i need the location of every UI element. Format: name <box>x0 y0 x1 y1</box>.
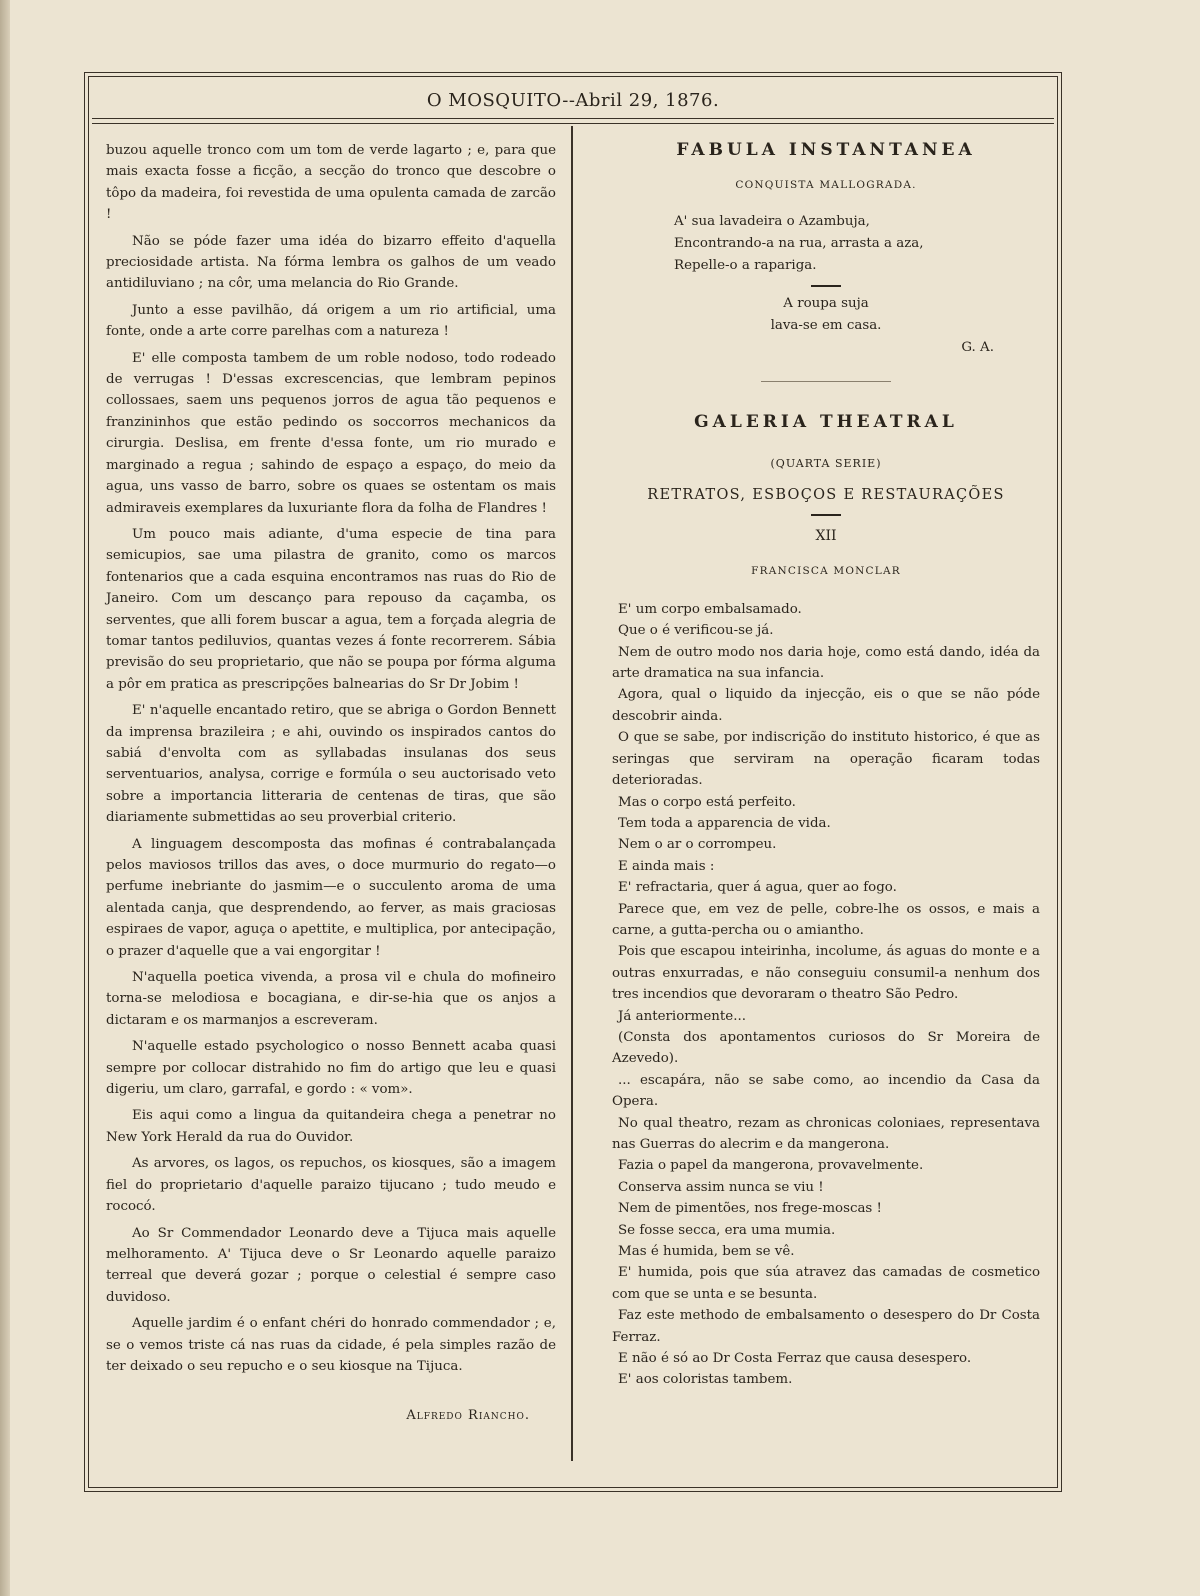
poem-line: Repelle-o a rapariga. <box>674 257 817 273</box>
paragraph: Um pouco mais adiante, d'uma especie de tina para semicupios, sae uma pilastra de granito, como os marcos fontenarios que a cada esquina encontramos nas ruas do Rio de Janeiro. Com um descanço para repouso da caçamba, os serventes, que alli forem buscar a agua, tem a forçada alegria de tomar tantos pediluvios, quantas vezes á fonte recorrerem. Sábia previsão do seu proprietario, que não se poupa por fórma alguma a pôr em pratica as prescripções balnearias do Sr Dr Jobim ! <box>106 526 556 692</box>
paragraph: (Consta dos apontamentos curiosos do Sr Moreira de Azevedo). <box>612 1029 1040 1067</box>
paragraph: As arvores, os lagos, os repuchos, os kiosques, são a imagem fiel do proprietario d'aquelle paraizo tijucano ; tudo meudo e rococó. <box>106 1156 556 1215</box>
portrait-name: FRANCISCA MONCLAR <box>751 565 901 578</box>
moral-line: lava-se em casa. <box>770 317 882 333</box>
poem <box>612 211 1040 277</box>
author-signature: Alfredo Riancho. <box>406 1408 530 1424</box>
paragraph: E' n'aquelle encantado retiro, que se abriga o Gordon Bennett da imprensa brazileira ; e ahi, ouvindo os inspirados cantos do sabiá d'envolta com as syllabadas insulanas dos seus serventuarios, analysa, corrige e formúla o seu auctorisado veto sobre a importancia litteraria de centenas de tiras, que são diariamente submettidas ao seu proverbial criterio. <box>106 703 556 826</box>
paragraph: N'aquella poetica vivenda, a prosa vil e chula do mofineiro torna-se melodiosa e bocagiana, e dir-se-hia que os anjos a dictaram e os marmanjos a escreveram. <box>106 970 556 1028</box>
paragraph: E não é só ao Dr Costa Ferraz que causa desespero. <box>618 1351 972 1367</box>
paragraph: Mas o corpo está perfeito. <box>618 794 796 810</box>
poem-line: A' sua lavadeira o Azambuja, <box>674 213 870 229</box>
poem-initials: G. A. <box>961 339 994 355</box>
paragraph: N'aquelle estado psychologico o nosso Bennett acaba quasi sempre por collocar distrahido no fim do artigo que leu e quasi digeriu, um claro, garrafal, e gordo : « vom». <box>106 1039 556 1098</box>
short-rule <box>811 514 841 516</box>
masthead-rule <box>92 118 1054 124</box>
paragraph: Não se póde fazer uma idéa do bizarro effeito d'aquella preciosidade artista. Na fórma lembra os galhos de um veado antidiluviano ; na côr, uma melancia do Rio Grande. <box>106 233 556 292</box>
section-separator <box>761 381 891 382</box>
paragraph: No qual theatro, rezam as chronicas coloniaes, representava nas Guerras do alecrim e da mangerona. <box>612 1115 1040 1152</box>
paragraph: Se fosse secca, era uma mumia. <box>618 1222 836 1238</box>
paragraph: O que se sabe, por indiscrição do instituto historico, é que as seringas que serviram na operação ficaram todas deterioradas. <box>612 730 1040 789</box>
masthead: O MOSQUITO--Abril 29, 1876. <box>426 90 720 111</box>
paragraph: Pois que escapou inteirinha, incolume, ás aguas do monte e a outras enxurradas, e não conseguiu consumil-a nenhum dos tres incendios que devoraram o theatro São Pedro. <box>612 944 1040 1003</box>
paragraph: Junto a esse pavilhão, dá origem a um rio artificial, uma fonte, onde a arte corre parelhas com a natureza ! <box>106 302 556 340</box>
paragraph: buzou aquelle tronco com um tom de verde lagarto ; e, para que mais exacta fosse a ficção, a secção do tronco que descobre o tôpo da madeira, foi revestida de uma opulenta camada de zarcão ! <box>106 143 556 223</box>
paragraph: A linguagem descomposta das mofinas é contrabalançada pelos maviosos trillos das aves, o doce murmurio do regato—o perfume inebriante do jasmim—e o succulento aroma de uma alentada canja, que desprendendo, ao ferver, as mais graciosas espiraes de vapor, aguça o apettite, e multiplica, por antecipação, o prazer d'aquelle que a vai engorgitar ! <box>106 836 556 959</box>
moral-line: A roupa suja <box>783 295 869 311</box>
chapter-number: XII <box>815 528 837 545</box>
paragraph: Faz este methodo de embalsamento o desespero do Dr Costa Ferraz. <box>612 1308 1040 1345</box>
series-label: (QUARTA SERIE) <box>770 457 882 471</box>
short-rule <box>811 285 841 287</box>
paragraph: Ao Sr Commendador Leonardo deve a Tijuca mais aquelle melhoramento. A' Tijuca deve o Sr Leonardo aquelle paraizo terreal que deverá gozar ; porque o celestial é sempre caso duvidoso. <box>106 1225 556 1305</box>
paragraph: Nem de pimentões, nos frege-moscas ! <box>618 1201 882 1217</box>
paragraph: Conserva assim nunca se viu ! <box>618 1179 824 1195</box>
paragraph: E' um corpo embalsamado. <box>618 601 802 617</box>
paragraph: Aquelle jardim é o enfant chéri do honrado commendador ; e, se o vemos triste cá nas ruas da cidade, é pela simples razão de ter deixado o seu repucho e o seu kiosque na Tijuca. <box>106 1316 556 1374</box>
left-column <box>106 140 556 1427</box>
galeria-title: GALERIA THEATRAL <box>694 411 958 432</box>
paragraph: Tem toda a apparencia de vida. <box>618 815 831 831</box>
paragraph: E' refractaria, quer á agua, quer ao fogo. <box>618 880 897 896</box>
column-divider <box>571 126 573 1461</box>
paragraph: Fazia o papel da mangerona, provavelmente. <box>618 1158 924 1174</box>
paragraph: Que o é verificou-se já. <box>618 623 774 639</box>
fabula-title: FABULA INSTANTANEA <box>676 140 976 160</box>
right-column <box>612 140 1040 1391</box>
paragraph: E' aos coloristas tambem. <box>618 1372 793 1388</box>
paragraph: Nem o ar o corrompeu. <box>618 837 777 853</box>
poem-moral <box>612 293 1040 337</box>
paragraph: E' elle composta tambem de um roble nodoso, todo rodeado de verrugas ! D'essas excrescencias, que lembram pepinos collossaes, saem uns pequenos jorros de agua tão pequenos e franzininhos que estão pedindo os soccorros mechanicos da cirurgia. Deslisa, em frente d'essa fonte, um rio murado e marginado a regua ; sahindo de espaço a espaço, do meio da agua, uns vasso de barro, sobre os quaes se ostentam os mais admiraveis exemplares da luxuriante flora da folha de Flandres ! <box>106 350 556 516</box>
page-spine <box>0 0 10 1596</box>
paragraph: Eis aqui como a lingua da quitandeira chega a penetrar no New York Herald da rua do Ouvidor. <box>106 1108 556 1145</box>
paragraph: Agora, qual o liquido da injecção, eis o que se não póde descobrir ainda. <box>612 687 1040 724</box>
galeria-subtitle: RETRATOS, ESBOÇOS E RESTAURAÇÕES <box>647 486 1005 503</box>
paragraph: Mas é humida, bem se vê. <box>618 1244 795 1260</box>
paragraph: Já anteriormente... <box>618 1008 746 1024</box>
poem-line: Encontrando-a na rua, arrasta a aza, <box>674 235 924 251</box>
paragraph: Parece que, em vez de pelle, cobre-lhe os ossos, e mais a carne, a gutta-percha ou o amiantho. <box>612 901 1040 938</box>
paragraph: E' humida, pois que súa atravez das camadas de cosmetico com que se unta e se besunta. <box>612 1265 1040 1302</box>
paragraph: Nem de outro modo nos daria hoje, como está dando, idéa da arte dramatica na sua infancia. <box>612 644 1040 682</box>
paragraph: E ainda mais : <box>618 858 715 874</box>
fabula-subtitle: CONQUISTA MALLOGRADA. <box>735 179 917 192</box>
galeria-body <box>612 599 1040 1391</box>
paragraph: ... escapára, não se sabe como, ao incendio da Casa da Opera. <box>612 1072 1040 1110</box>
